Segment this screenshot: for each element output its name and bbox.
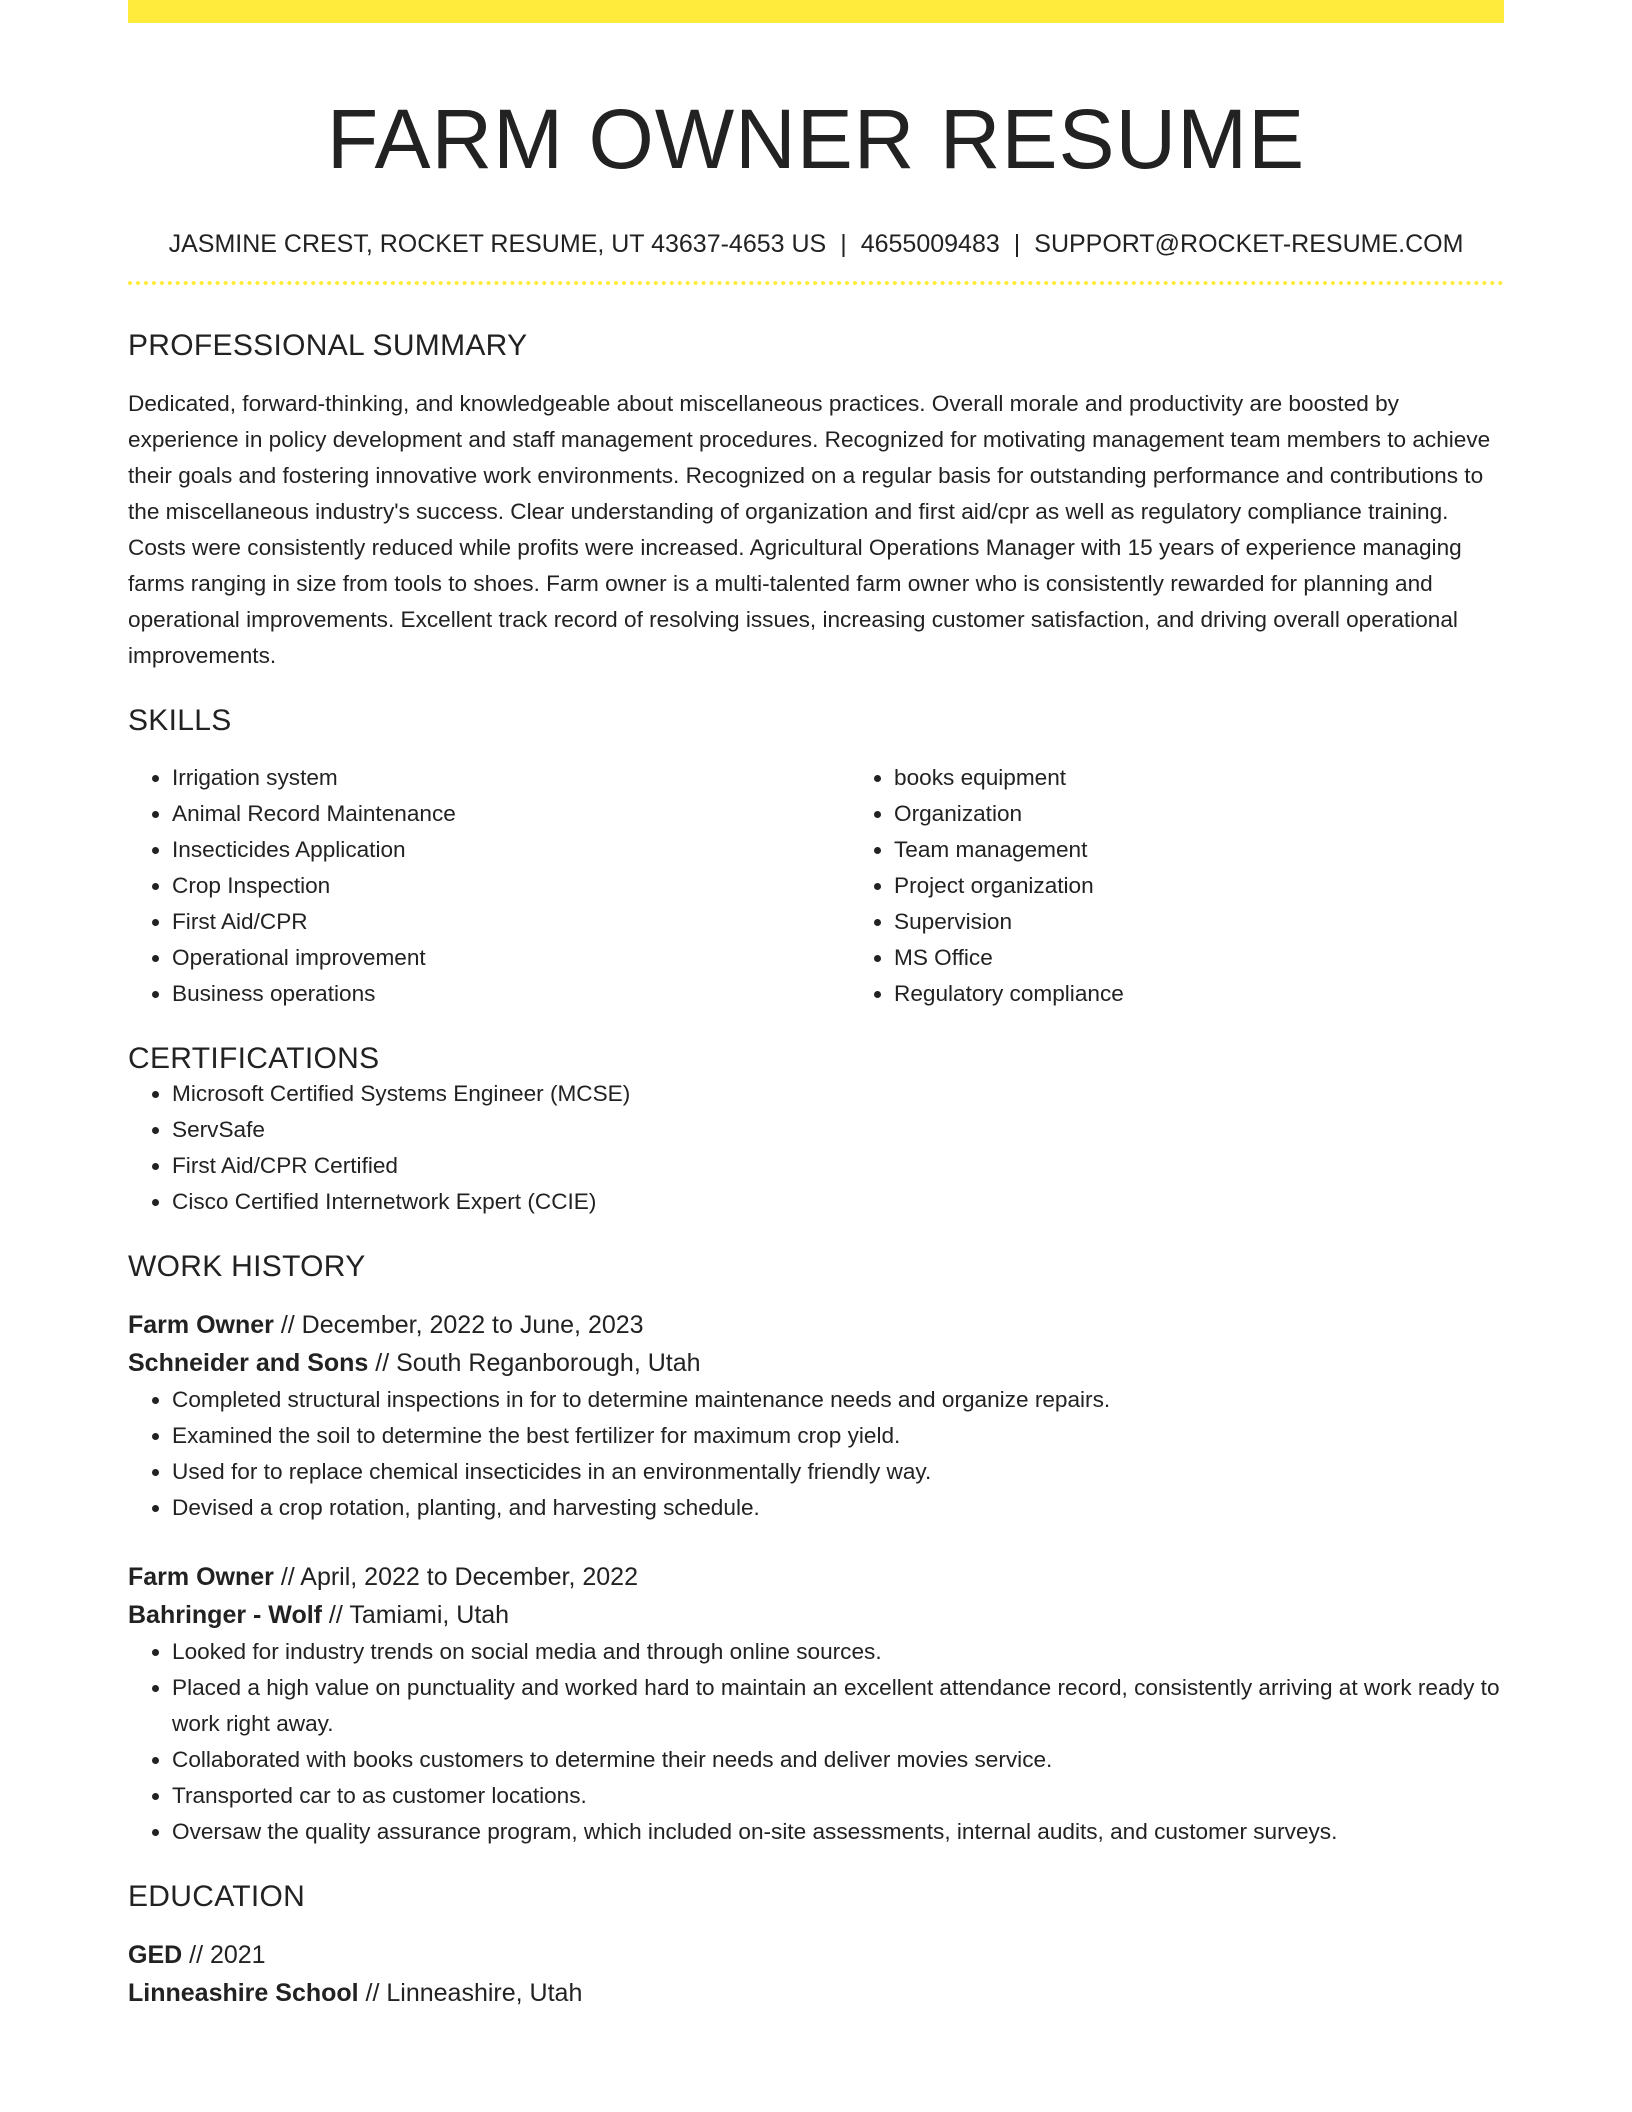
certification-item: • Cisco Certified Internetwork Expert (CCIE) — [172, 1184, 1504, 1220]
work-history-heading: WORK HISTORY — [128, 1250, 366, 1283]
contact-separator: | — [840, 230, 847, 258]
certification-item: • First Aid/CPR Certified — [172, 1148, 1504, 1184]
skill-item: • First Aid/CPR — [172, 904, 850, 940]
education-school-line — [128, 1974, 1504, 2012]
job-location: // South Reganborough, Utah — [368, 1349, 701, 1377]
job-role-line — [128, 1558, 1504, 1596]
summary-text: Dedicated, forward-thinking, and knowledgeable about miscellaneous practices. Overall morale and productivity are boosted by experience in policy development and staff management procedures. Recognized for motivating management team members to achieve their goals and fostering innovative work environments. Recognized on a regular basis for outstanding performance and contributions to the miscellaneous industry's success. Clear understanding of organization and first aid/cpr as well as regulatory compliance training. Costs were consistently reduced while profits were increased. Agricultural Operations Manager with 15 years of experience managing farms ranging in size from tools to shoes. Farm owner is a multi-talented farm owner who is consistently rewarded for planning and operational improvements. Excellent track record of resolving issues, increasing customer satisfaction, and driving overall operational improvements. — [128, 391, 1491, 668]
job-duty-item: • Oversaw the quality assurance program, which included on-site assessments, internal audits, and customer surveys. — [172, 1814, 1504, 1850]
job-duty-item: • Looked for industry trends on social media and through online sources. — [172, 1634, 1504, 1670]
job-duty-item: • Examined the soil to determine the best fertilizer for maximum crop yield. — [172, 1418, 1504, 1454]
contact-line — [128, 227, 1504, 261]
job-duty-item: • Placed a high value on punctuality and worked hard to maintain an excellent attendance record, consistently arriving at work ready to work right away. — [172, 1670, 1504, 1742]
skill-item: • Insecticides Application — [172, 832, 850, 868]
skills-columns — [128, 760, 1504, 1012]
certification-item: • Microsoft Certified Systems Engineer (MCSE) — [172, 1076, 1504, 1112]
job-company: Schneider and Sons — [128, 1349, 369, 1377]
contact-separator: | — [1013, 230, 1021, 258]
job-duty-item: • Collaborated with books customers to determine their needs and deliver movies service. — [172, 1742, 1504, 1778]
skills-list-left — [128, 760, 850, 1012]
job-duty-item: • Devised a crop rotation, planting, and harvesting schedule. — [172, 1490, 1504, 1526]
job-entry — [128, 1306, 1504, 1526]
skill-item: • Operational improvement — [172, 940, 850, 976]
skill-item: • Business operations — [172, 976, 850, 1012]
skill-item: • Supervision — [894, 904, 1572, 940]
job-entry — [128, 1558, 1504, 1850]
education-heading: EDUCATION — [128, 1880, 306, 1913]
skills-list-right — [850, 760, 1572, 1012]
top-accent-bar — [128, 0, 1504, 23]
job-duty-item: • Used for to replace chemical insecticides in an environmentally friendly way. — [172, 1454, 1504, 1490]
skill-item: • books equipment — [894, 760, 1572, 796]
education-school: Linneashire School — [128, 1979, 359, 2007]
job-location: // Tamiami, Utah — [321, 1601, 510, 1629]
resume-title: FARM OWNER RESUME — [326, 92, 1306, 186]
skill-item: • Organization — [894, 796, 1572, 832]
education-year: // 2021 — [182, 1941, 266, 1969]
summary-heading: PROFESSIONAL SUMMARY — [128, 329, 528, 362]
resume-page — [128, 0, 1504, 2012]
job-company: Bahringer - Wolf — [128, 1601, 322, 1629]
job-role: Farm Owner — [128, 1563, 274, 1591]
certifications-list — [128, 1076, 1504, 1220]
skill-item: • Team management — [894, 832, 1572, 868]
skill-item: • Regulatory compliance — [894, 976, 1572, 1012]
contact-email: SUPPORT@ROCKET-RESUME.COM — [1034, 230, 1464, 258]
job-role-line — [128, 1306, 1504, 1344]
dotted-divider — [128, 281, 1504, 285]
education-degree-line — [128, 1936, 1504, 1974]
job-duty-item: • Transported car to as customer locations. — [172, 1778, 1504, 1814]
education-degree: GED — [128, 1941, 183, 1969]
skill-item: • Animal Record Maintenance — [172, 796, 850, 832]
job-dates: // April, 2022 to December, 2022 — [273, 1563, 638, 1591]
job-company-line — [128, 1596, 1504, 1634]
job-dates: // December, 2022 to June, 2023 — [273, 1311, 644, 1339]
education-location: // Linneashire, Utah — [358, 1979, 583, 2007]
skill-item: • MS Office — [894, 940, 1572, 976]
contact-phone: 4655009483 — [860, 230, 1000, 258]
job-role: Farm Owner — [128, 1311, 274, 1339]
skills-heading: SKILLS — [128, 704, 232, 737]
job-duties-list — [128, 1382, 1504, 1526]
contact-address: JASMINE CREST, ROCKET RESUME, UT 43637-4653 US — [168, 230, 827, 258]
skill-item: • Crop Inspection — [172, 868, 850, 904]
job-duties-list — [128, 1634, 1504, 1850]
certifications-heading: CERTIFICATIONS — [128, 1042, 380, 1075]
skill-item: • Irrigation system — [172, 760, 850, 796]
job-company-line — [128, 1344, 1504, 1382]
skill-item: • Project organization — [894, 868, 1572, 904]
certification-item: • ServSafe — [172, 1112, 1504, 1148]
job-duty-item: • Completed structural inspections in for to determine maintenance needs and organize repairs. — [172, 1382, 1504, 1418]
